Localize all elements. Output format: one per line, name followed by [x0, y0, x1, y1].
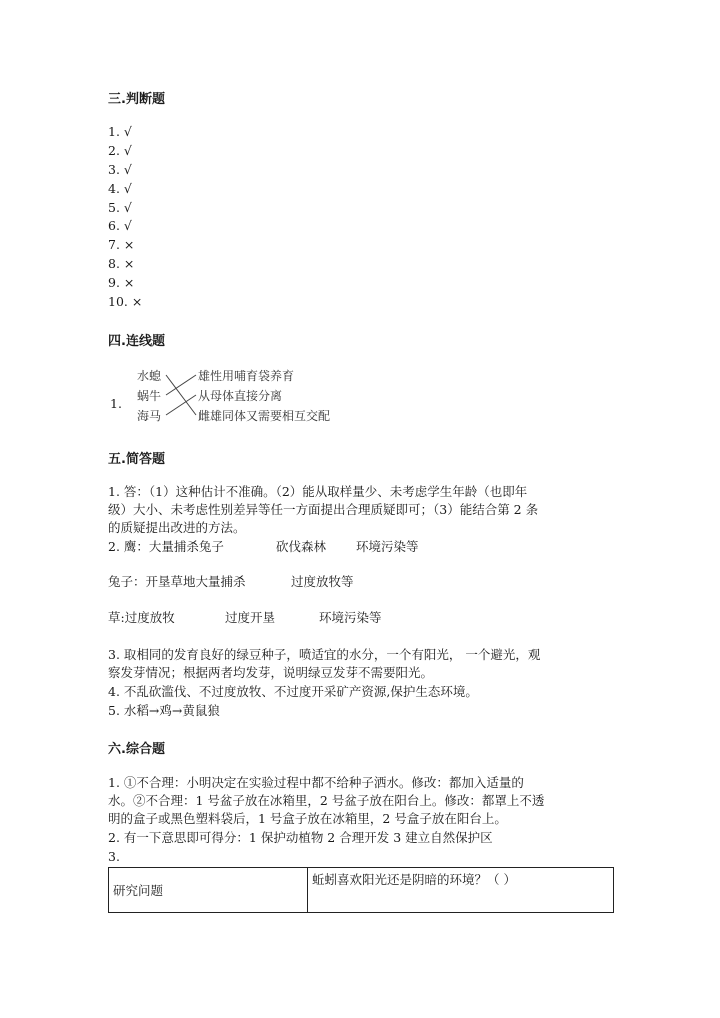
section4-heading: 四.连线题	[108, 334, 165, 349]
match-right-3: 雌雄同体又需要相互交配	[198, 409, 331, 423]
judge-item-4: 4. √	[108, 181, 132, 196]
answer-1-line-3: 的质疑提出改进的方法。	[108, 520, 246, 535]
judge-item-3: 3. √	[108, 162, 132, 177]
table-row	[109, 868, 614, 913]
table-label-cell: 研究问题	[109, 868, 308, 913]
match-left-1: 水螅	[137, 369, 162, 383]
answer-2-eagle-3: 环境污染等	[356, 539, 419, 554]
answer-2-eagle: 2. 鹰：大量捕杀兔子	[108, 539, 224, 554]
judge-item-2: 2. √	[108, 143, 132, 158]
match-number: 1.	[110, 396, 122, 411]
judge-item-7: 7. ×	[108, 237, 135, 252]
answer-1-line-1: 1. 答：（1）这种估计不准确。（2）能从取样量少、未考虑学生年龄（也即年	[108, 484, 528, 499]
table-value-cell: 蚯蚓喜欢阳光还是阴暗的环境？（ ）	[308, 868, 614, 913]
answer-2-grass-3: 环境污染等	[319, 610, 382, 625]
section3-heading: 三.判断题	[108, 92, 165, 107]
match-line-1	[166, 375, 196, 415]
match-left-3: 海马	[137, 409, 162, 423]
comp-1-line-3: 明的盒子或黑色塑料袋后，1 号盒子放在冰箱里，2 号盒子放在阳台上。	[108, 811, 507, 826]
comp-1-line-2: 水。②不合理：1 号盆子放在冰箱里，2 号盆子放在阳台上。修改：都罩上不透	[108, 793, 545, 808]
judge-item-8: 8. ×	[108, 256, 135, 271]
answer-4: 4. 不乱砍滥伐、不过度放牧、不过度开采矿产资源,保护生态环境。	[108, 684, 478, 699]
answer-2-grass: 草:过度放牧	[108, 610, 175, 625]
answer-2-grass-2: 过度开垦	[225, 610, 276, 625]
section5-heading: 五.简答题	[108, 452, 165, 467]
answer-5: 5. 水稻→鸡→黄鼠狼	[108, 703, 220, 718]
comp-1-line-1: 1. ①不合理：小明决定在实验过程中都不给种子洒水。修改：都加入适量的	[108, 775, 524, 790]
answer-2-rabbit-2: 过度放牧等	[291, 574, 354, 589]
match-line-2	[166, 375, 196, 395]
section6-heading: 六.综合题	[108, 742, 165, 757]
judge-item-1: 1. √	[108, 124, 132, 139]
answer-2-rabbit: 兔子：开垦草地大量捕杀	[108, 574, 246, 589]
judge-item-10: 10. ×	[108, 294, 143, 309]
match-line-3	[166, 395, 196, 415]
comp-2: 2. 有一下意思即可得分：1 保护动植物 2 合理开发 3 建立自然保护区	[108, 830, 493, 845]
match-left-2: 蜗牛	[137, 389, 162, 403]
match-right-1: 雄性用哺育袋养育	[198, 369, 295, 383]
judge-item-6: 6. √	[108, 218, 132, 233]
comp-3-number: 3.	[108, 849, 120, 864]
match-right-2: 从母体直接分离	[198, 389, 283, 403]
answer-3-line-1: 3. 取相同的发育良好的绿豆种子，喷适宜的水分，一个有阳光， 一个避光，观	[108, 647, 541, 662]
answer-2-eagle-2: 砍伐森林	[276, 539, 327, 554]
judge-item-5: 5. √	[108, 200, 132, 215]
research-table	[108, 867, 614, 913]
answer-1-line-2: 级）大小、未考虑性别差异等任一方面提出合理质疑即可；（3）能结合第 2 条	[108, 502, 539, 517]
answer-3-line-2: 察发芽情况；根据两者均发芽，说明绿豆发芽不需要阳光。	[108, 665, 434, 680]
judge-item-9: 9. ×	[108, 275, 135, 290]
